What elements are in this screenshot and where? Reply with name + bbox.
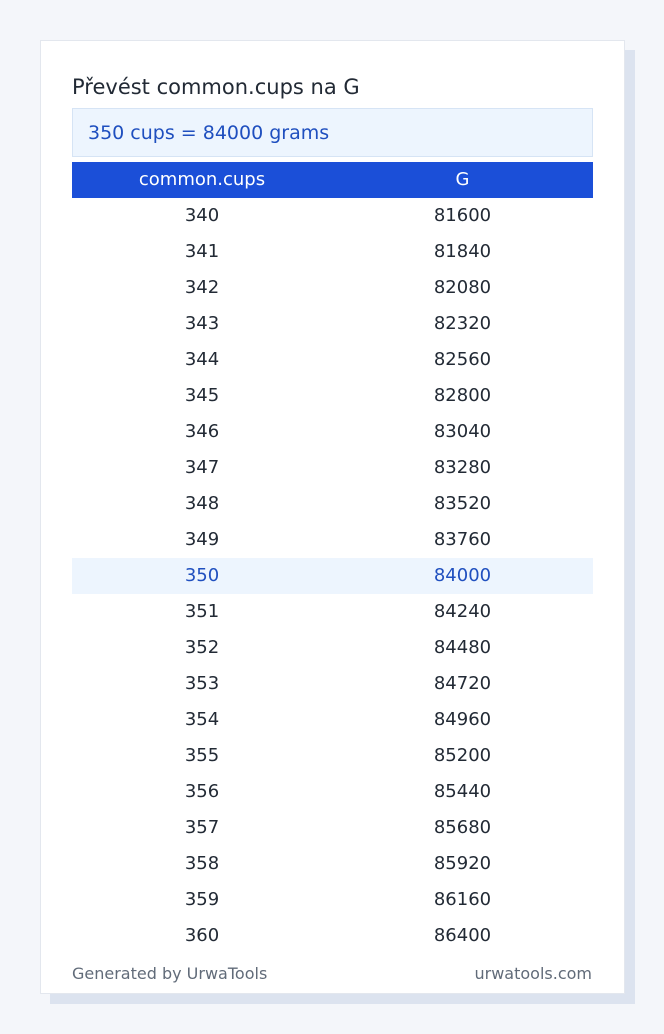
site-link[interactable]: urwatools.com	[474, 964, 592, 983]
cell-cups: 356	[184, 781, 220, 802]
cell-grams: 84240	[433, 601, 492, 622]
cell-grams: 85680	[433, 817, 492, 838]
cell-grams: 84960	[433, 709, 492, 730]
cell-grams: 83040	[433, 421, 492, 442]
table-row	[72, 666, 593, 702]
table-row	[72, 918, 593, 954]
cell-cups: 350	[184, 565, 220, 586]
table-row	[72, 630, 593, 666]
table-row	[72, 342, 593, 378]
table-row	[72, 450, 593, 486]
cell-cups: 358	[184, 853, 220, 874]
table-row	[72, 738, 593, 774]
cell-cups: 353	[184, 673, 220, 694]
cell-cups: 354	[184, 709, 220, 730]
cell-cups: 346	[184, 421, 220, 442]
cell-grams: 86160	[433, 889, 492, 910]
table-row	[72, 234, 593, 270]
cell-grams: 82080	[433, 277, 492, 298]
cell-cups: 344	[184, 349, 220, 370]
cell-grams: 81840	[433, 241, 492, 262]
cell-grams: 84000	[433, 565, 492, 586]
result-box	[72, 108, 593, 157]
cell-grams: 85200	[433, 745, 492, 766]
cell-grams: 83760	[433, 529, 492, 550]
cell-cups: 352	[184, 637, 220, 658]
table-row	[72, 774, 593, 810]
table-row	[72, 846, 593, 882]
cell-cups: 342	[184, 277, 220, 298]
table-row	[72, 378, 593, 414]
cell-cups: 348	[184, 493, 220, 514]
table-row	[72, 522, 593, 558]
cell-grams: 83280	[433, 457, 492, 478]
conversion-card	[40, 40, 625, 994]
cell-grams: 81600	[433, 205, 492, 226]
cell-grams: 82320	[433, 313, 492, 334]
column-header-cups: common.cups	[138, 169, 266, 190]
cell-cups: 360	[184, 925, 220, 946]
table-row	[72, 414, 593, 450]
result-text: 350 cups = 84000 grams	[88, 122, 330, 144]
generated-by-text: Generated by UrwaTools	[72, 964, 268, 983]
cell-cups: 340	[184, 205, 220, 226]
cell-cups: 351	[184, 601, 220, 622]
cell-grams: 85440	[433, 781, 492, 802]
table-row	[72, 198, 593, 234]
column-header-grams: G	[455, 169, 470, 190]
cell-cups: 355	[184, 745, 220, 766]
cell-cups: 349	[184, 529, 220, 550]
table-row	[72, 486, 593, 522]
cell-cups: 343	[184, 313, 220, 334]
table-row	[72, 810, 593, 846]
cell-cups: 359	[184, 889, 220, 910]
cell-grams: 84720	[433, 673, 492, 694]
table-row	[72, 882, 593, 918]
table-header	[72, 162, 593, 198]
cell-grams: 86400	[433, 925, 492, 946]
table-row	[72, 702, 593, 738]
conversion-table	[72, 162, 593, 954]
cell-grams: 83520	[433, 493, 492, 514]
table-row-highlighted	[72, 558, 593, 594]
cell-cups: 345	[184, 385, 220, 406]
cell-grams: 82800	[433, 385, 492, 406]
cell-cups: 347	[184, 457, 220, 478]
cell-grams: 85920	[433, 853, 492, 874]
cell-cups: 357	[184, 817, 220, 838]
table-row	[72, 270, 593, 306]
table-body	[72, 198, 593, 954]
page-title: Převést common.cups na G	[72, 75, 360, 99]
cell-grams: 82560	[433, 349, 492, 370]
cell-cups: 341	[184, 241, 220, 262]
cell-grams: 84480	[433, 637, 492, 658]
table-row	[72, 594, 593, 630]
table-row	[72, 306, 593, 342]
